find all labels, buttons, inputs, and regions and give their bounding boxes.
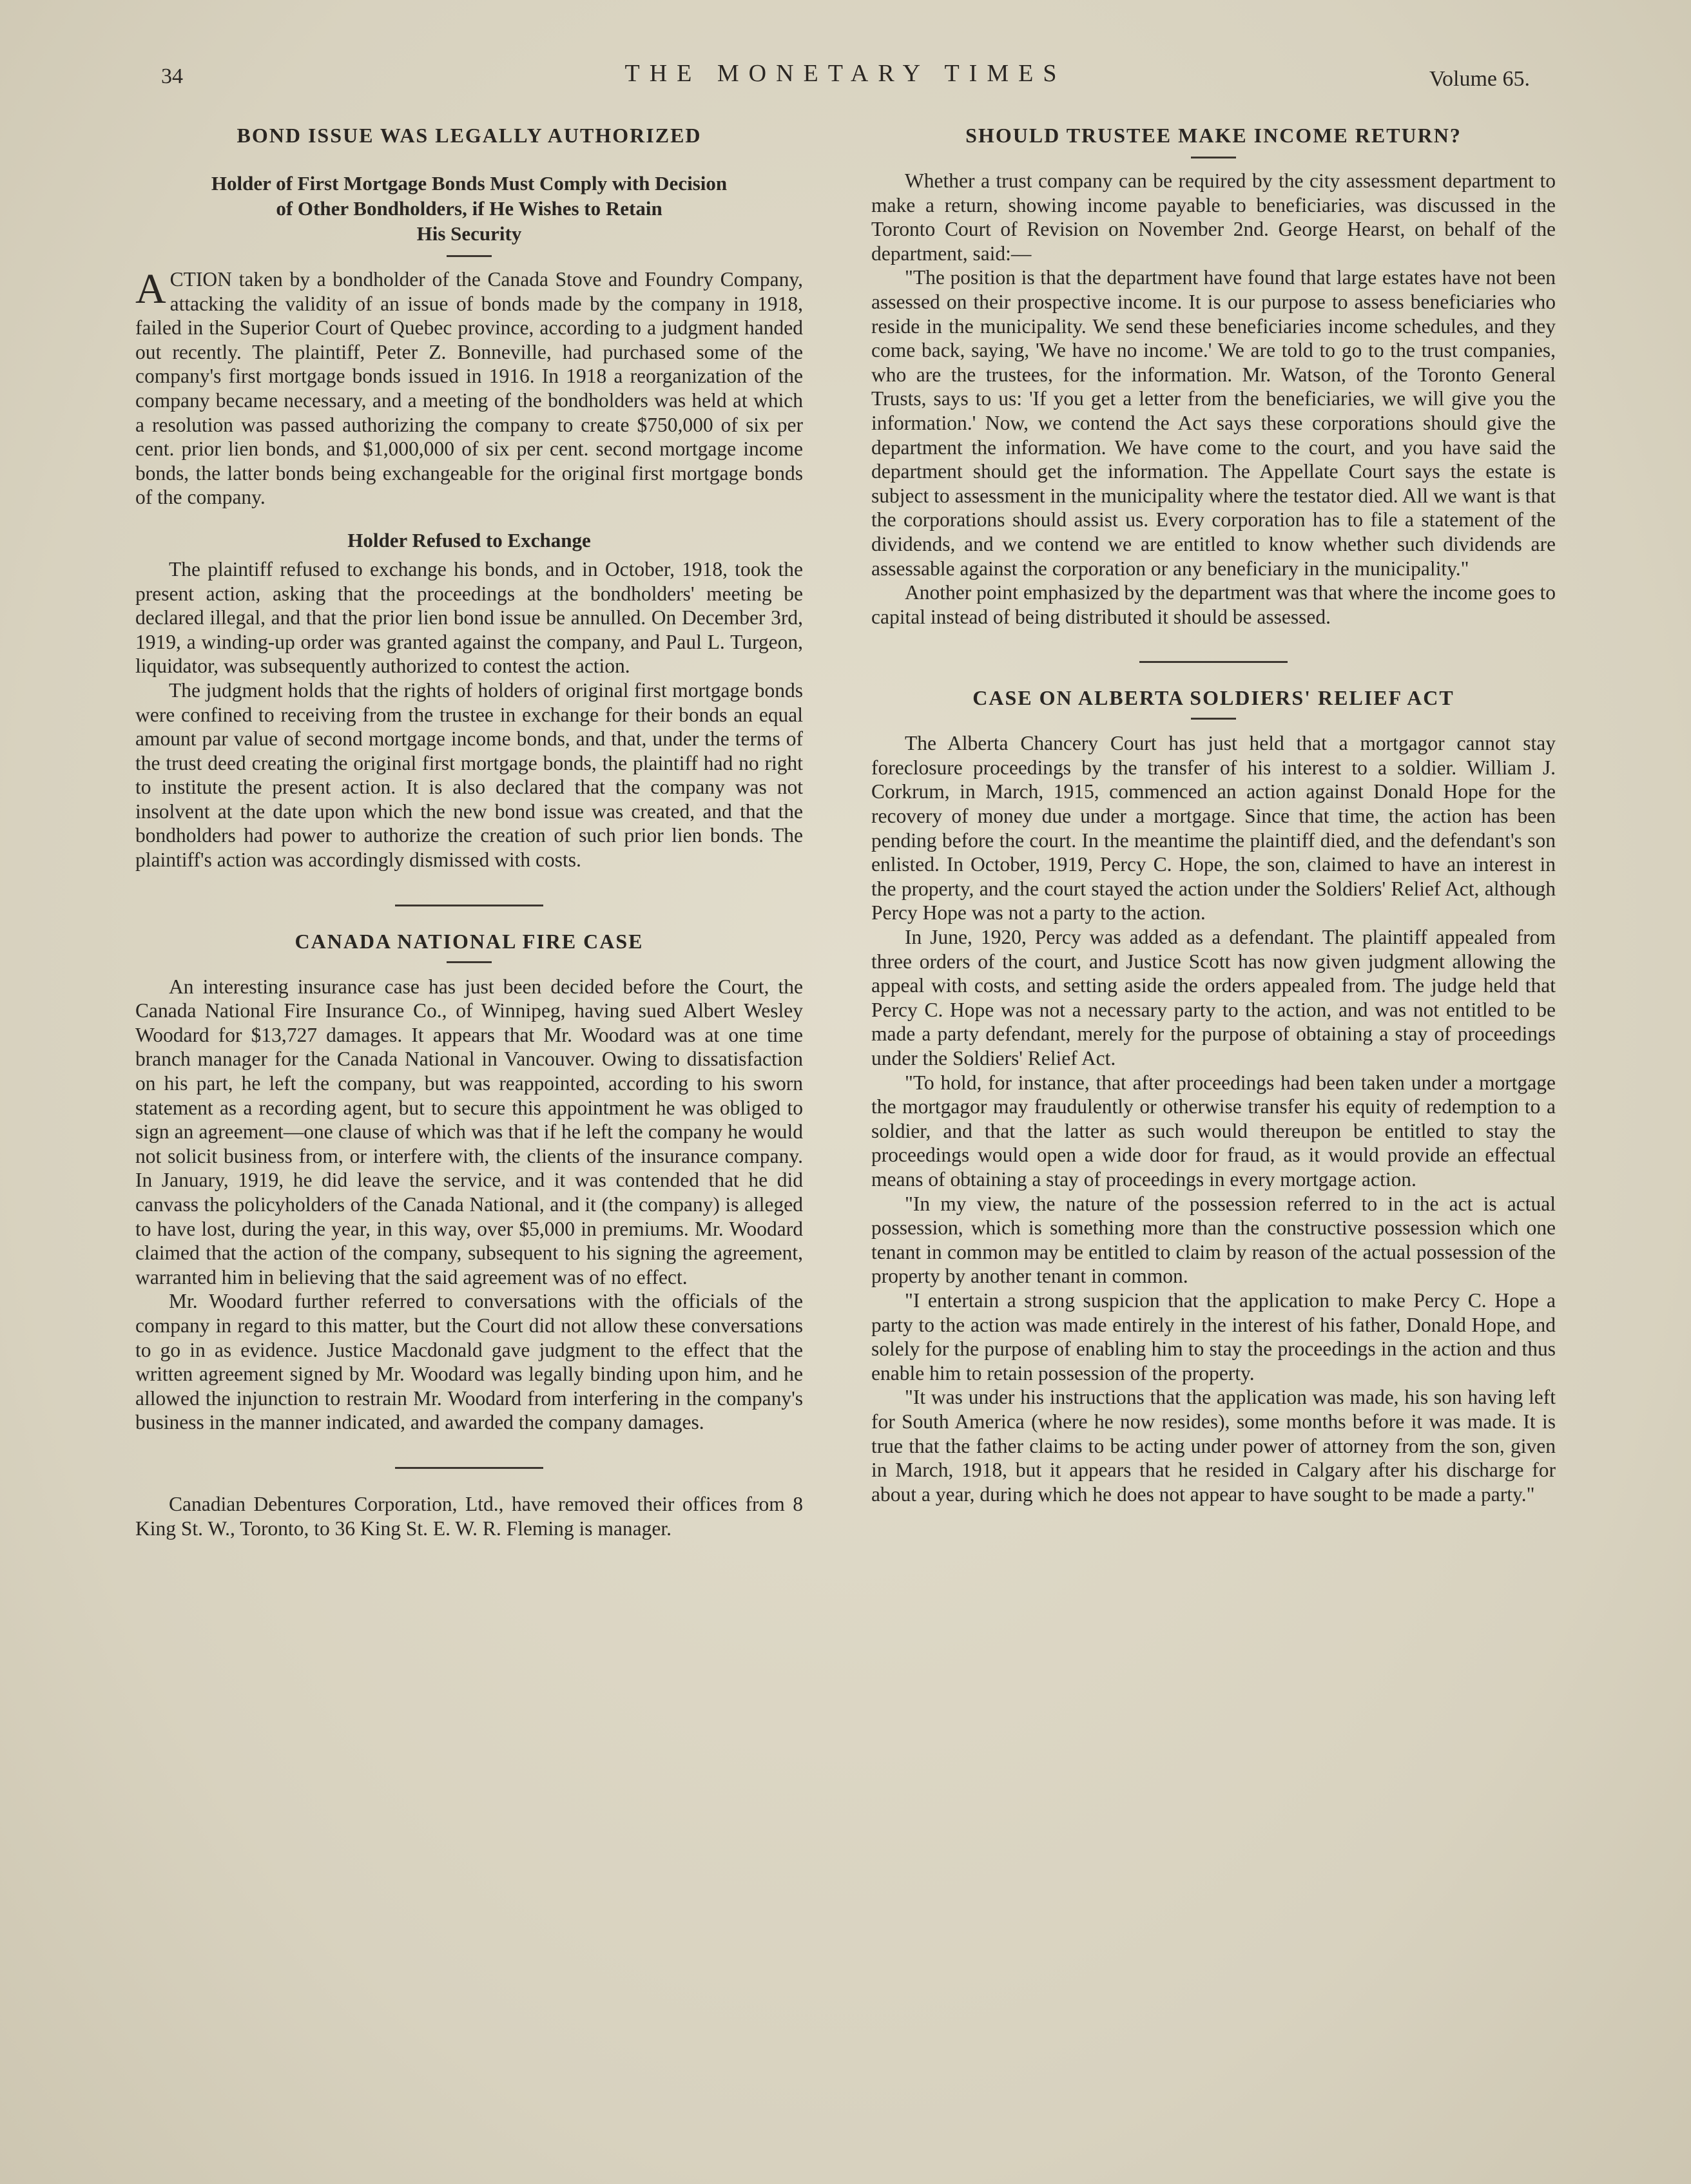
article-headline: CASE ON ALBERTA SOLDIERS' RELIEF ACT bbox=[972, 686, 1454, 710]
article-separator bbox=[395, 905, 543, 906]
paragraph-text: CTION taken by a bondholder of the Canada Stove and Foundry Company, attacking the validity of an issue of bonds made by the company in 1918, failed in the Superior Court of Quebec province, according to a judgment handed out recently. The plaintiff, Peter Z. Bonneville, had purchased some of the company's first mortgage bonds issued in 1916. In 1918 a reorganization of the company became necessary, and a meeting of the bondholders was held at which a resolution was passed authorizing the company to create $750,000 of six per cent. prior lien bonds, and $1,000,000 of six per cent. second mortgage income bonds, the latter bonds being exchangeable for the original first mortgage bonds of the company. bbox=[135, 268, 803, 509]
article-paragraph: An interesting insurance case has just been decided before the Court, the Canada National Fire Insurance Co., of Winnipeg, having sued Albert Wesley Woodard for $13,727 damages. It appears that Mr. Woodard was at one time branch manager for the Canada National in Vancouver. Owing to dissatisfaction on his part, he left the company, but was reappointed, according to his sworn statement as a recording agent, but to secure this appointment he was obliged to sign an agreement—one clause of which was that if he left the company he would not solicit business from, or interfere with, the clients of the insurance company. In January, 1919, he did leave the service, and it was contended that he did canvass the policyholders of the Canada National, and it (the company) is alleged to have lost, during the year, in this way, over $5,000 in premiums. Mr. Woodard claimed that the action of the company, subsequent to his signing the agreement, warranted him in believing that the said agreement was of no effect. bbox=[135, 975, 803, 1288]
volume-label: Volume 65. bbox=[1429, 67, 1530, 91]
short-rule bbox=[1191, 718, 1236, 720]
article-alberta-soldiers-relief bbox=[871, 686, 1556, 1506]
left-column bbox=[135, 117, 803, 1540]
article-paragraph bbox=[135, 267, 803, 510]
article-paragraph: "To hold, for instance, that after proceedings had been taken under a mortgage the mortgagor may fraudulently or otherwise transfer his equity of redemption to a soldier, and that the latter as such would thereupon be entitled to stay the proceedings would open a wide door for fraud, as it would provide an effectual means of obtaining a stay of proceedings in every mortgage action. bbox=[871, 1071, 1556, 1191]
article-headline: BOND ISSUE WAS LEGALLY AUTHORIZED bbox=[237, 124, 702, 147]
page-number: 34 bbox=[161, 64, 183, 88]
subheadline-line: Holder of First Mortgage Bonds Must Comply with Decision bbox=[211, 172, 728, 195]
article-paragraph: The Alberta Chancery Court has just held that a mortgagor cannot stay foreclosure proceedings by the transfer of his interest to a soldier. William J. Corkrum, in March, 1915, commenced an action against Donald Hope for the recovery of money due under a mortgage. Since that time, the action has been pending before the court. In the meantime the plaintiff died, and the defendant's son enlisted. In October, 1919, Percy C. Hope, the son, claimed to have an interest in the property, and the court stayed the action under the Soldiers' Relief Act, although Percy Hope was not a party to the action. bbox=[871, 732, 1556, 924]
short-rule bbox=[1191, 157, 1236, 158]
drop-cap: A bbox=[135, 265, 166, 312]
article-paragraph: Whether a trust company can be required by the city assessment department to make a return, showing income payable to beneficiaries, was discussed in the Toronto Court of Revision on November 2nd. George Hearst, on behalf of the department, said:— bbox=[871, 169, 1556, 265]
article-paragraph: The judgment holds that the rights of holders of original first mortgage bonds were confined to receiving from the trustee in exchange for their bonds an equal amount par value of second mortgage income bonds, and that, under the terms of the trust deed creating the original first mortgage bonds, the plaintiff had no right to institute the present action. It is also declared that the company was not insolvent at the date upon which the new bond issue was created, and that the bondholders had power to authorize the creation of such prior lien bonds. The plaintiff's action was accordingly dismissed with costs. bbox=[135, 678, 803, 872]
article-subheadline bbox=[161, 171, 777, 246]
article-paragraph: Another point emphasized by the department was that where the income goes to capital instead of being distributed it should be assessed. bbox=[871, 581, 1556, 628]
page-header bbox=[161, 59, 1530, 98]
article-separator bbox=[395, 1467, 543, 1469]
article-canada-national-fire bbox=[135, 930, 803, 1435]
article-paragraph: The plaintiff refused to exchange his bonds, and in October, 1918, took the present action, asking that the proceedings at the bondholders' meeting be declared illegal, and that the prior lien bond issue be annulled. On December 3rd, 1919, a winding-up order was granted against the company, and Paul L. Turgeon, liquidator, was subsequently authorized to contest the action. bbox=[135, 557, 803, 678]
article-paragraph: "I entertain a strong suspicion that the application to make Percy C. Hope a party to the action was made entirely in the interest of his father, Donald Hope, and solely for the purpose of enabling him to stay the proceedings in the action and thus enable him to retain possession of the property. bbox=[871, 1288, 1556, 1384]
article-paragraph: "It was under his instructions that the application was made, his son having left for South America (where he now resides), some months before it was made. It is true that the father claims to be acting under power of attorney from the son, given in March, 1918, but it appears that he resided in Calgary after his discharge for about a year, during which he does not appear to have sought to be made a party." bbox=[871, 1386, 1556, 1506]
article-paragraph: "The position is that the department have found that large estates have not been assessed on their prospective income. It is our purpose to assess beneficiaries who reside in the municipality. We send these beneficiaries income schedules, and they come back, saying, 'We have no income.' We are told to go to the trust companies, who are the trustees, for the information. Mr. Watson, of the Toronto General Trusts, says to us: 'If you get a letter from the beneficiaries, we will give you the information.' Now, we contend the Act says these corporations should give the department the information. We have come to the court, and you have said the department should get the information. The Appellate Court says the estate is subject to assessment in the municipality where the testator died. All we want is that the corporations should assist us. Every corporation has to file a statement of the dividends, and we contend we are entitled to know whether such dividends are assessable against the corporation or any beneficiary in the municipality." bbox=[871, 266, 1556, 580]
right-column bbox=[871, 117, 1556, 1506]
article-paragraph: "In my view, the nature of the possession referred to in the act is actual possession, which is something more than the constructive possession which one tenant in common may be entitled to claim by reason of the actual possession of the property by another tenant in common. bbox=[871, 1192, 1556, 1288]
section-subheading: Holder Refused to Exchange bbox=[347, 528, 591, 551]
subheadline-line: His Security bbox=[416, 222, 522, 245]
business-notice: Canadian Debentures Corporation, Ltd., have removed their offices from 8 King St. W., Toronto, to 36 King St. E. W. R. Fleming is manager. bbox=[135, 1492, 803, 1540]
article-headline: CANADA NATIONAL FIRE CASE bbox=[295, 929, 644, 953]
article-bond-issue bbox=[135, 124, 803, 872]
article-trustee-income-return bbox=[871, 124, 1556, 629]
short-rule bbox=[447, 255, 492, 257]
short-rule bbox=[447, 961, 492, 963]
subheadline-line: of Other Bondholders, if He Wishes to Retain bbox=[276, 197, 662, 220]
article-separator bbox=[1139, 661, 1288, 663]
article-paragraph: Mr. Woodard further referred to conversations with the officials of the company in regard to this matter, but the Court did not allow these conversations to go in as evidence. Justice Macdonald gave judgment to the effect that the written agreement signed by Mr. Woodard was legally binding upon him, and he allowed the injunction to restrain Mr. Woodard from interfering in the company's business in the manner indicated, and awarded the company damages. bbox=[135, 1290, 803, 1434]
article-headline: SHOULD TRUSTEE MAKE INCOME RETURN? bbox=[965, 124, 1462, 147]
article-paragraph: In June, 1920, Percy was added as a defendant. The plaintiff appealed from three orders of the court, and Justice Scott has now given judgment allowing the appeal with costs, and setting aside the orders appealed from. The judge held that Percy C. Hope was not a necessary party to the action, and was not entitled to be made a party defendant, merely for the purpose of obtaining a stay of proceedings under the Soldiers' Relief Act. bbox=[871, 926, 1556, 1069]
publication-title: THE MONETARY TIMES bbox=[624, 60, 1067, 87]
